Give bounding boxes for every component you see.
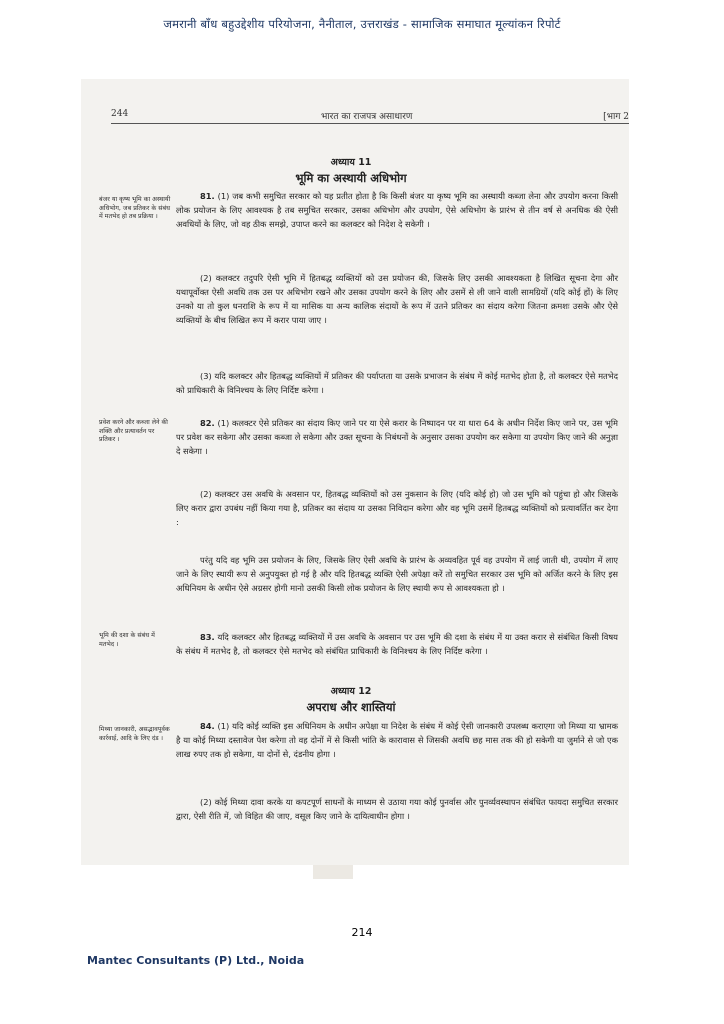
- section-82-2: [176, 487, 618, 529]
- paragraph-text: (1) कलक्टर ऐसे प्रतिकर का संदाय किए जाने पर या ऐसे करार के निष्पादन पर या धारा 64 के अधीन निर्देश किए जाने पर, उस भूमि पर प्रवेश कर सकेगा और उसका कब्जा ले सकेगा और उक्त सूचना के निबंधनों के अनुसार उसका उपयोग कर सकेगा या उपयोग किए जाने की अनुज्ञा दे सकेगा ।: [176, 418, 619, 456]
- paragraph-text: परंतु यदि वह भूमि उस प्रयोजन के लिए, जिसके लिए ऐसी अवधि के प्रारंभ के अव्यवहित पूर्व वह उपयोग में लाई जाती थी, उपयोग में लाए जाने के लिए स्थायी रूप से अनुपयुक्त हो गई है और यदि हितबद्ध व्यक्ति ऐसी अपेक्षा करें तो समुचित सरकार उस भूमि को अर्जित करने के लिए इस अधिनियम के अधीन ऐसे अग्रसर होगी मानो उसकी किसी लोक प्रयोजन के लिए स्थायी रूप से आवश्यकता हो ।: [176, 555, 618, 593]
- chapter-12-number: अध्याय 12: [330, 686, 372, 697]
- gazette-page-number: 244: [111, 109, 129, 119]
- section-81-1: [176, 189, 618, 231]
- section-84-1: [176, 719, 618, 761]
- paragraph-text: (2) कलक्टर तदुपरि ऐसी भूमि में हितबद्ध व्यक्तियों को उस प्रयोजन की, जिसके लिए उसकी आवश्यकता है लिखित सूचना देगा और यथापूर्वोक्त ऐसी अवधि तक उस पर अधिभोग रखने और उसका उपयोग करने के लिए और उसमें से ली जाने वाली सामग्रियों (यदि कोई हों) के लिए उनको या तो कुल धनराशि के रूप में या मासिक या अन्य कालिक संदायों के रूप में उतने प्रतिकर का संदाय करेगा जितना क्रमशः उसके और ऐसे व्यक्तियों के बीच लिखित रूप में करार पाया जाए ।: [176, 273, 618, 325]
- paragraph-text: (1) जब कभी समुचित सरकार को यह प्रतीत होता है कि किसी बंजर या कृष्य भूमि का अस्थायी कब्जा लेना और उपयोग करना किसी लोक प्रयोजन के लिए आवश्यक है तब समुचित सरकार, उसका अधिभोग और उपयोग, ऐसे अधिभोग के प्रारंभ से तीन वर्ष से अनधिक की ऐसी अवधियों के लिए, जो वह ठीक समझे, उपाप्त करने का कलक्टर को निदेश दे सकेगी ।: [176, 191, 618, 229]
- gazette-part-label: [भाग 2: [603, 112, 629, 122]
- section-number: 82.: [200, 418, 215, 428]
- chapter-12-title: अपराध और शास्तियां: [306, 700, 396, 714]
- margin-note-81: बंजर या कृष्य भूमि का अस्थायी अधिभोग, जब प्रतिकर के संबंध में मतभेद हो तब प्रक्रिया ।: [99, 196, 171, 221]
- section-84-2: [176, 795, 618, 823]
- paragraph-text: (3) यदि कलक्टर और हितबद्ध व्यक्तियों में प्रतिकर की पर्याप्तता या उसके प्रभाजन के संबंध में कोई मतभेद होता है, तो कलक्टर ऐसे मतभेद को प्राधिकारी के विनिश्चय के लिए निर्दिष्ट करेगा ।: [176, 371, 618, 395]
- section-number: 83.: [200, 632, 215, 642]
- section-81-2: [176, 271, 618, 327]
- section-82-1: [176, 416, 618, 458]
- section-number: 81.: [200, 191, 215, 201]
- gazette-title: भारत का राजपत्र असाधारण: [321, 112, 413, 122]
- section-number: 84.: [200, 721, 215, 731]
- report-header-title: जमरानी बाँध बहुउद्देशीय परियोजना, नैनीताल, उत्तराखंड - सामाजिक समाघात मूल्यांकन रिपोर्ट: [163, 17, 561, 31]
- paragraph-text: यदि कलक्टर और हितबद्ध व्यक्तियों में उस अवधि के अवसान पर उस भूमि की दशा के संबंध में या उक्त करार से संबंधित किसी विषय के संबंध में मतभेद है, तो कलक्टर ऐसे मतभेद को संबंधित प्राधिकारी के विनिश्चय के लिए निर्दिष्ट करेगा ।: [176, 632, 618, 656]
- scan-smudge: [313, 865, 353, 879]
- margin-note-84: मिथ्या जानकारी, असद्भावपूर्वक कार्रवाई, आदि के लिए दंड ।: [99, 726, 170, 742]
- paragraph-text: (2) कलक्टर उस अवधि के अवसान पर, हितबद्ध व्यक्तियों को उस नुकसान के लिए (यदि कोई हो) जो उस भूमि को पहुंचा हो और जिसके लिए करार द्वारा उपबंध नहीं किया गया है, प्रतिकर का संदाय या उसका निविदान करेगा और वह भूमि उसमें हितबद्ध व्यक्तियों को प्रत्यावर्तित कर देगा :: [176, 489, 618, 527]
- chapter-11-number: अध्याय 11: [330, 157, 372, 168]
- section-81-3: [176, 369, 618, 397]
- paragraph-text: (2) कोई मिथ्या दावा करके या कपटपूर्ण साधनों के माध्यम से उठाया गया कोई पुनर्वास और पुनर्व्यवस्थापन संबंधित फायदा समुचित सरकार द्वारा, ऐसी रीति में, जो विहित की जाए, वसूल किए जाने के दायित्वाधीन होगा ।: [176, 797, 618, 821]
- scanned-gazette-page: [81, 79, 629, 879]
- chapter-11-title: भूमि का अस्थायी अधिभोग: [295, 171, 407, 185]
- page-number: 214: [351, 926, 373, 939]
- gazette-running-header: [111, 109, 629, 124]
- margin-note-82: प्रवेश करने और कब्जा लेने की शक्ति और प्रत्यावर्तन पर प्रतिकर ।: [99, 419, 168, 444]
- paragraph-text: (1) यदि कोई व्यक्ति इस अधिनियम के अधीन अपेक्षा या निदेश के संबंध में कोई ऐसी जानकारी उपलब्ध कराएगा जो मिथ्या या भ्रामक है या कोई मिथ्या दस्तावेज पेश करेगा तो वह दोनों में से किसी भांति के कारावास से जिसकी अवधि छह मास तक की हो सकेगी या जुर्माने से जो एक लाख रुपए तक हो सकेगा, या दोनों से, दंडनीय होगा ।: [176, 721, 618, 759]
- footer-company: Mantec Consultants (P) Ltd., Noida: [87, 954, 305, 967]
- scan-bottom-edge: [81, 865, 629, 879]
- section-83: [176, 630, 618, 658]
- margin-note-83: भूमि की दशा के संबंध में मतभेद ।: [99, 632, 155, 648]
- section-82-proviso: [176, 553, 618, 595]
